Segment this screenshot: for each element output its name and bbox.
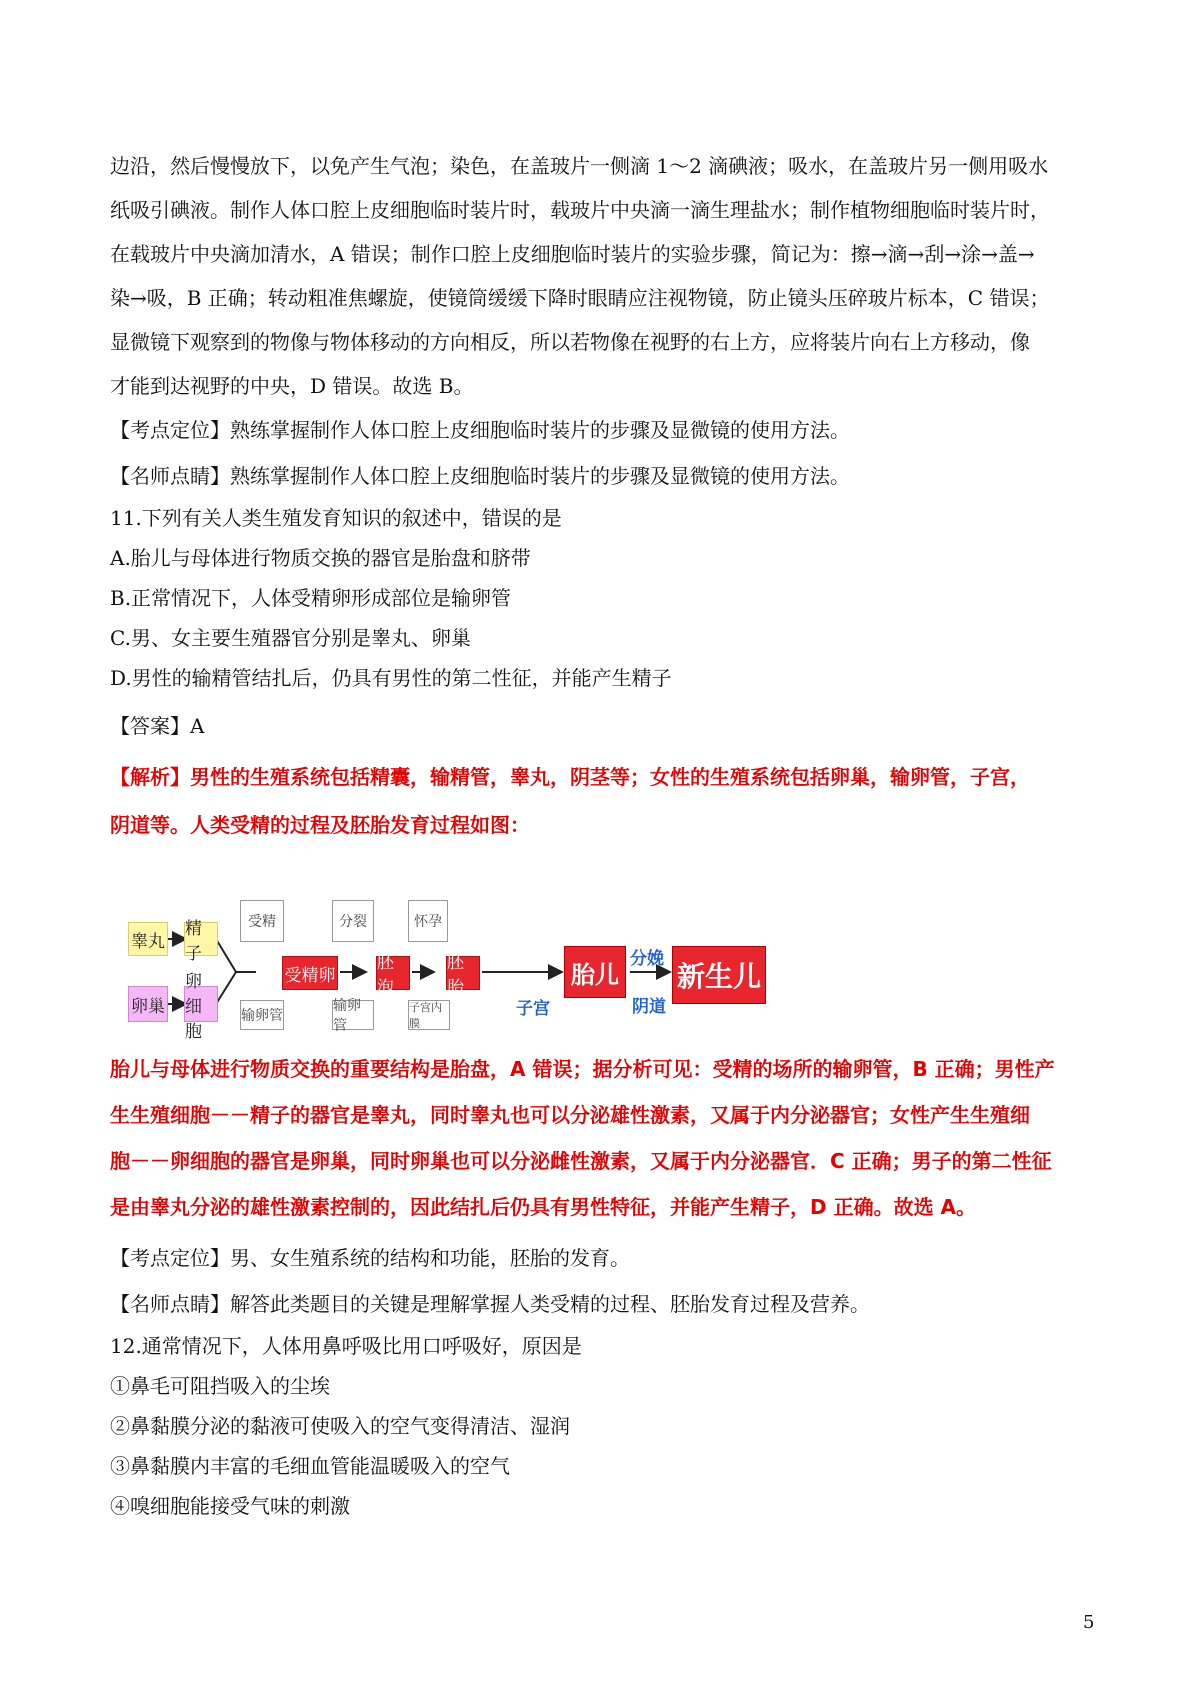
egg-box: 卵细胞 xyxy=(184,986,218,1022)
list-item: ④嗅细胞能接受气味的刺激 xyxy=(110,1494,350,1518)
kaodian-note: 【考点定位】熟练掌握制作人体口腔上皮细胞临时装片的步骤及显微镜的使用方法。 xyxy=(110,418,850,442)
text-line: 在载玻片中央滴加清水，A 错误；制作口腔上皮细胞临时装片的实验步骤，简记为：擦→滴→刮→涂→盖→ xyxy=(110,242,1035,266)
text-line: 染→吸，B 正确；转动粗准焦螺旋，使镜筒缓缓下降时眼睛应注视物镜，防止镜头压碎玻片标本，C 错误； xyxy=(110,286,1050,310)
analysis-line: 是由睾丸分泌的雄性激素控制的，因此结扎后仍具有男性特征，并能产生精子，D 正确。故选 A。 xyxy=(110,1195,977,1219)
kaodian-note: 【考点定位】男、女生殖系统的结构和功能，胚胎的发育。 xyxy=(110,1246,630,1270)
answer: 【答案】A xyxy=(110,714,205,738)
analysis-line: 胞－－卵细胞的器官是卵巢，同时卵巢也可以分泌雌性激素，又属于内分泌器官．C 正确；男子的第二性征 xyxy=(110,1149,1052,1173)
list-item: ②鼻黏膜分泌的黏液可使吸入的空气变得清洁、湿润 xyxy=(110,1414,570,1438)
option-c: C.男、女主要生殖器官分别是睾丸、卵巢 xyxy=(110,626,471,650)
list-item: ③鼻黏膜内丰富的毛细血管能温暖吸入的空气 xyxy=(110,1454,510,1478)
fertilization-diagram xyxy=(128,900,848,1042)
analysis-line: 阴道等。人类受精的过程及胚胎发育过程如图： xyxy=(110,813,530,837)
page-number: 5 xyxy=(1083,1612,1095,1633)
delivery-label: 分娩 xyxy=(630,949,664,969)
embryo-box: 胚泡 xyxy=(376,956,410,990)
list-item: ①鼻毛可阻挡吸入的尘埃 xyxy=(110,1374,330,1398)
fertilization-label: 受精 xyxy=(240,900,284,942)
text-line: 纸吸引碘液。制作人体口腔上皮细胞临时装片时，载玻片中央滴一滴生理盐水；制作植物细胞临时装片时， xyxy=(110,198,1050,222)
uterus-lining-label: 子宫内膜 xyxy=(408,1000,450,1030)
text-line: 边沿，然后慢慢放下，以免产生气泡；染色，在盖玻片一侧滴 1～2 滴碘液；吸水，在盖玻片另一侧用吸水 xyxy=(110,154,1049,178)
option-d: D.男性的输精管结扎后，仍具有男性的第二性征，并能产生精子 xyxy=(110,666,672,690)
vagina-label: 阴道 xyxy=(632,997,666,1017)
oviduct-label: 输卵管 xyxy=(332,1000,374,1030)
testis-box: 睾丸 xyxy=(128,922,168,956)
question-stem: 12.通常情况下，人体用鼻呼吸比用口呼吸好，原因是 xyxy=(110,1334,582,1358)
pregnancy-label: 怀孕 xyxy=(408,900,448,942)
question-stem: 11.下列有关人类生殖发育知识的叙述中，错误的是 xyxy=(110,506,562,530)
division-label: 分裂 xyxy=(332,900,374,942)
option-a: A.胎儿与母体进行物质交换的器官是胎盘和脐带 xyxy=(110,546,531,570)
zygote-box: 受精卵 xyxy=(282,956,338,990)
text-line: 才能到达视野的中央，D 错误。故选 B。 xyxy=(110,374,474,398)
analysis-line: 胎儿与母体进行物质交换的重要结构是胎盘，A 错误；据分析可见：受精的场所的输卵管，B 正确；男性产 xyxy=(110,1057,1055,1081)
text-line: 显微镜下观察到的物像与物体移动的方向相反，所以若物像在视野的右上方，应将装片向右上方移动，像 xyxy=(110,330,1030,354)
fetus-box: 胎儿 xyxy=(564,946,626,998)
sperm-box: 精子 xyxy=(184,922,218,956)
newborn-box: 新生儿 xyxy=(672,946,766,1004)
option-b: B.正常情况下，人体受精卵形成部位是输卵管 xyxy=(110,586,512,610)
analysis-line: 【解析】男性的生殖系统包括精囊，输精管，睾丸，阴茎等；女性的生殖系统包括卵巢，输卵管，子宫， xyxy=(110,765,1030,789)
mingshi-note: 【名师点睛】熟练掌握制作人体口腔上皮细胞临时装片的步骤及显微镜的使用方法。 xyxy=(110,464,850,488)
oviduct-label: 输卵管 xyxy=(240,1000,284,1030)
analysis-line: 生生殖细胞－－精子的器官是睾丸，同时睾丸也可以分泌雄性激素，又属于内分泌器官；女性产生生殖细 xyxy=(110,1103,1030,1127)
ovary-box: 卵巢 xyxy=(128,986,168,1022)
mingshi-note: 【名师点睛】解答此类题目的关键是理解掌握人类受精的过程、胚胎发育过程及营养。 xyxy=(110,1292,870,1316)
embryo-box: 胚胎 xyxy=(446,956,480,990)
uterus-label: 子宫 xyxy=(516,999,550,1019)
